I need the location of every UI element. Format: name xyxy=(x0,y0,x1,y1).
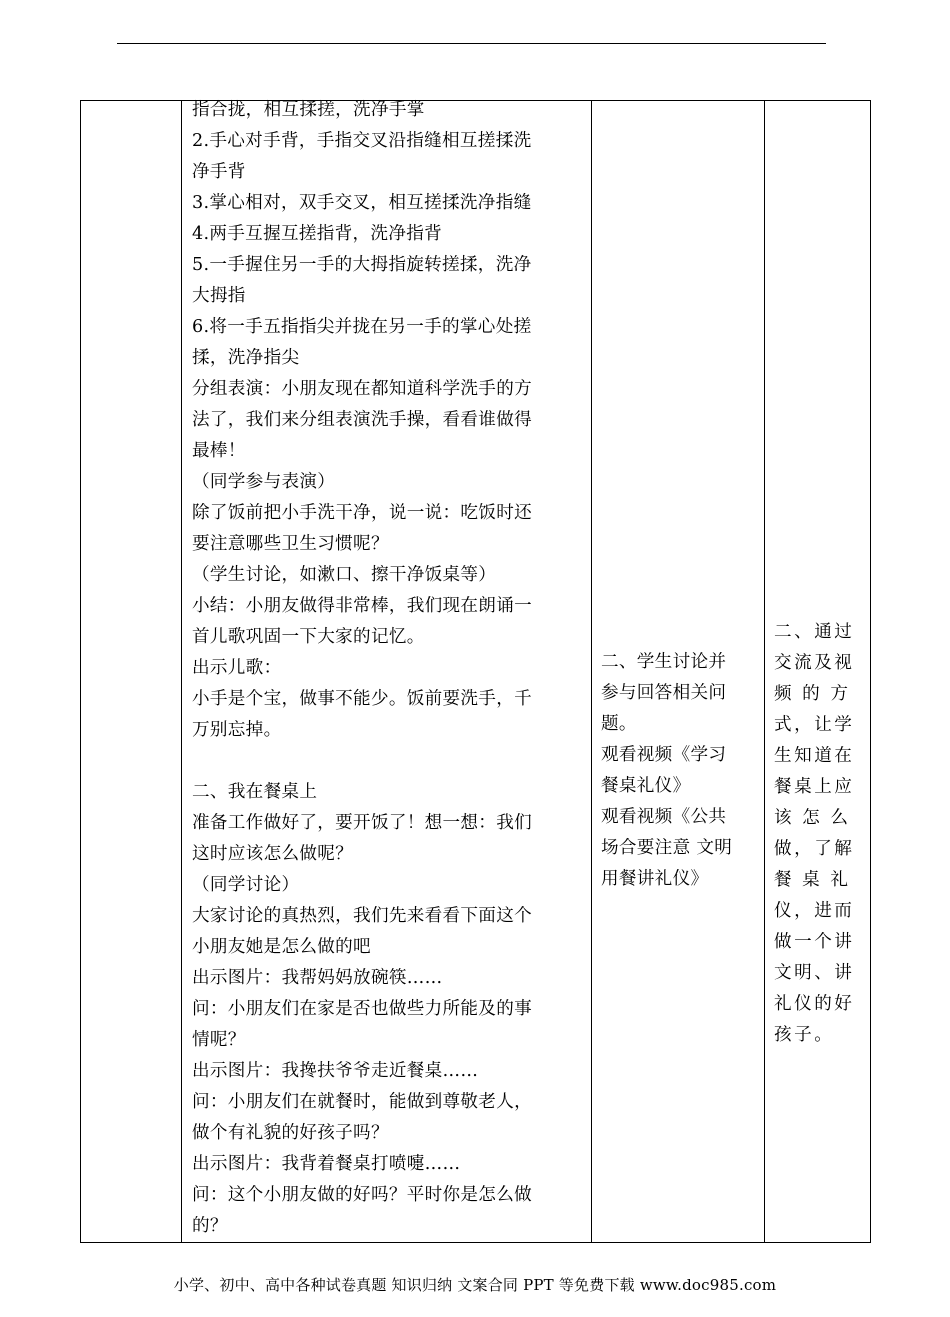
process-line: 出示儿歌： xyxy=(192,658,282,678)
process-line: 4.两手互握互搓指背，洗净指背 xyxy=(192,224,443,244)
process-line: 法了，我们来分组表演洗手操，看看谁做得 xyxy=(192,410,532,430)
process-line: 小朋友她是怎么做的吧 xyxy=(192,937,371,957)
design-intent-line: 餐 桌 礼 xyxy=(774,870,851,890)
process-line: 5.一手握住另一手的大拇指旋转搓揉，洗净 xyxy=(192,255,532,275)
process-line: 情呢？ xyxy=(192,1030,246,1050)
process-line: 这时应该怎么做呢？ xyxy=(192,844,354,864)
design-intent-line: 餐桌上应 xyxy=(774,777,855,797)
process-line: 分组表演：小朋友现在都知道科学洗手的方 xyxy=(192,379,532,399)
process-line: 最棒！ xyxy=(192,441,246,461)
stage-cell xyxy=(81,101,182,1243)
process-line: 2.手心对手背，手指交叉沿指缝相互搓揉洗 xyxy=(192,131,532,151)
design-intent-line: 做，了解 xyxy=(774,839,855,859)
student-activity-line: 用餐讲礼仪》 xyxy=(601,869,709,889)
process-line: 6.将一手五指指尖并拢在另一手的掌心处搓 xyxy=(192,317,532,337)
student-activity-line: 二、学生讨论并 xyxy=(601,652,727,672)
process-line: 除了饭前把小手洗干净，说一说：吃饭时还 xyxy=(192,503,532,523)
process-line: （学生讨论，如漱口、擦干净饭桌等） xyxy=(192,565,497,585)
design-intent-text xyxy=(765,617,870,1051)
student-activity-line: 观看视频《公共 xyxy=(601,807,727,827)
student-activity-line: 场合要注意 文明 xyxy=(601,838,733,858)
teaching-process-text xyxy=(182,95,591,1242)
process-line: 的？ xyxy=(192,1216,228,1236)
process-line: 大拇指 xyxy=(192,286,246,306)
process-line: 指合拢，相互揉搓，洗净手掌 xyxy=(192,100,425,120)
process-line: 首儿歌巩固一下大家的记忆。 xyxy=(192,627,425,647)
process-line: 做个有礼貌的好孩子吗？ xyxy=(192,1123,389,1143)
process-line: 3.掌心相对，双手交叉，相互搓揉洗净指缝 xyxy=(192,193,532,213)
process-line: （同学讨论） xyxy=(192,875,300,895)
design-intent-line: 频 的 方 xyxy=(774,684,851,704)
process-line: 万别忘掉。 xyxy=(192,720,282,740)
design-intent-cell xyxy=(765,101,871,1243)
design-intent-line: 孩子。 xyxy=(774,1025,835,1045)
process-line: 大家讨论的真热烈，我们先来看看下面这个 xyxy=(192,906,532,926)
process-line: 问：小朋友们在就餐时，能做到尊敬老人， xyxy=(192,1092,532,1112)
design-intent-line: 交流及视 xyxy=(774,653,855,673)
student-activity-line: 观看视频《学习 xyxy=(601,745,727,765)
process-line: 二、我在餐桌上 xyxy=(192,782,318,802)
student-activity-line: 参与回答相关问 xyxy=(601,683,727,703)
student-activity-line: 题。 xyxy=(601,714,637,734)
table-row xyxy=(81,101,871,1243)
lesson-plan-table xyxy=(80,100,871,1243)
design-intent-line: 做一个讲 xyxy=(774,932,855,952)
design-intent-line: 仪，进而 xyxy=(774,901,855,921)
design-intent-line: 文明、讲 xyxy=(774,963,855,983)
student-activity-line: 餐桌礼仪》 xyxy=(601,776,691,796)
header-rule xyxy=(117,43,826,44)
process-line: 要注意哪些卫生习惯呢？ xyxy=(192,534,389,554)
design-intent-line: 生知道在 xyxy=(774,746,855,766)
process-line: 准备工作做好了，要开饭了！想一想：我们 xyxy=(192,813,532,833)
process-line: 出示图片：我背着餐桌打喷嚏…… xyxy=(192,1154,461,1174)
process-line: 出示图片：我帮妈妈放碗筷…… xyxy=(192,968,443,988)
teaching-process-cell xyxy=(182,101,592,1243)
process-line: （同学参与表演） xyxy=(192,472,336,492)
process-line: 问：这个小朋友做的好吗？平时你是怎么做 xyxy=(192,1185,532,1205)
design-intent-line: 式，让学 xyxy=(774,715,855,735)
process-line: 小手是个宝，做事不能少。饭前要洗手，千 xyxy=(192,689,532,709)
footer-text: 小学、初中、高中各种试卷真题 知识归纳 文案合同 PPT 等免费下载 www.doc985.com xyxy=(173,1276,777,1294)
student-activity-text xyxy=(592,647,764,895)
process-line: 问：小朋友们在家是否也做些力所能及的事 xyxy=(192,999,532,1019)
process-line: 小结：小朋友做得非常棒，我们现在朗诵一 xyxy=(192,596,532,616)
process-line: 净手背 xyxy=(192,162,246,182)
design-intent-line: 二、通过 xyxy=(774,622,855,642)
design-intent-line: 礼仪的好 xyxy=(774,994,855,1014)
student-activity-cell xyxy=(592,101,765,1243)
process-line xyxy=(192,746,583,777)
process-line: 出示图片：我搀扶爷爷走近餐桌…… xyxy=(192,1061,479,1081)
process-line: 揉，洗净指尖 xyxy=(192,348,300,368)
design-intent-line: 该 怎 么 xyxy=(774,808,851,828)
